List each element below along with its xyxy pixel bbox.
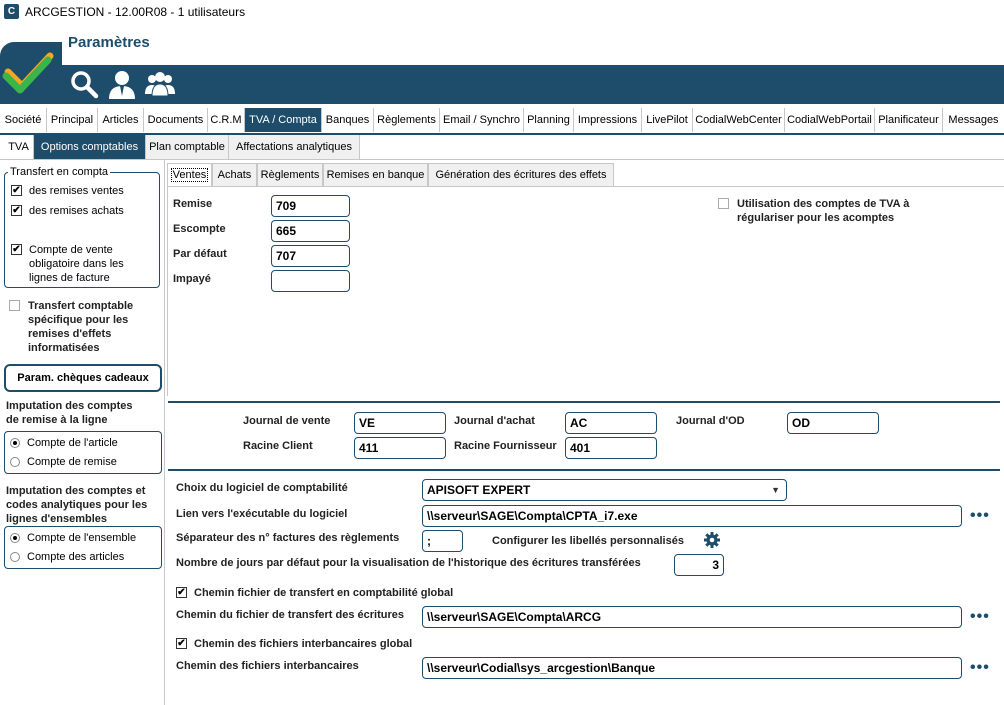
tva-acomptes-checkbox[interactable] [718, 198, 729, 209]
tab-planning[interactable]: Planning [524, 108, 574, 132]
chemin-global-checkbox[interactable]: ✔ [177, 587, 186, 598]
compte-ensemble-radio[interactable] [10, 533, 20, 543]
inner-tab-ventes[interactable]: Ventes [167, 163, 212, 186]
imputation-remise-label-1: Imputation des comptes [6, 400, 133, 412]
browse-executable-button[interactable]: ••• [970, 507, 990, 524]
compte-remise-radio[interactable] [10, 457, 20, 467]
journal-vente-label: Journal de vente [243, 415, 331, 427]
gear-icon[interactable] [703, 531, 721, 549]
impaye-label: Impayé [173, 273, 211, 285]
journal-od-label: Journal d'OD [676, 415, 745, 427]
transfert-specifique-label-3: remises d'effets [28, 328, 112, 340]
page-title: Paramètres [68, 34, 150, 51]
chemin-transfert-input[interactable]: \\serveur\SAGE\Compta\ARCG [422, 606, 962, 628]
impaye-input[interactable] [271, 270, 350, 292]
tab-principal[interactable]: Principal [47, 108, 98, 132]
transfert-specifique-label-4: informatisées [28, 342, 100, 354]
remises-ventes-label: des remises ventes [29, 185, 124, 197]
tab-articles[interactable]: Articles [98, 108, 144, 132]
left-panel-divider [164, 160, 165, 705]
user-icon[interactable] [106, 68, 138, 100]
tab-livepilot[interactable]: LivePilot [642, 108, 693, 132]
choix-logiciel-value: APISOFT EXPERT [427, 483, 531, 497]
subtab-tva[interactable]: TVA [4, 135, 34, 159]
par-defaut-input[interactable]: 707 [271, 245, 350, 267]
interbancaires-global-label: Chemin des fichiers interbancaires global [194, 638, 413, 650]
tab-reglements[interactable]: Règlements [374, 108, 440, 132]
tab-impressions[interactable]: Impressions [574, 108, 642, 132]
header-top [0, 24, 1004, 65]
compte-article-label: Compte de l'article [27, 437, 118, 449]
tab-documents[interactable]: Documents [144, 108, 208, 132]
sub-tab-divider [0, 159, 1004, 160]
nombre-jours-label: Nombre de jours par défaut pour la visualisation de l'historique des écritures transférées [176, 557, 641, 569]
compte-remise-label: Compte de remise [27, 456, 117, 468]
separateur-label: Séparateur des n° factures des règlements [176, 532, 400, 544]
journal-vente-input[interactable]: VE [354, 412, 446, 434]
search-icon[interactable] [68, 68, 100, 100]
browse-interbancaires-button[interactable]: ••• [970, 659, 990, 676]
tab-codialwebportail[interactable]: CodialWebPortail [785, 108, 875, 132]
compte-article-radio[interactable] [10, 438, 20, 448]
chemin-interbancaires-input[interactable]: \\serveur\Codial\sys_arcgestion\Banque [422, 657, 962, 679]
window-title: ARCGESTION - 12.00R08 - 1 utilisateurs [25, 5, 246, 19]
transfer-group-title: Transfert en compta [10, 166, 109, 178]
configurer-libelles-label[interactable]: Configurer les libellés personnalisés [492, 535, 684, 547]
chemin-global-label: Chemin fichier de transfert en comptabilité global [194, 587, 454, 599]
transfert-specifique-checkbox[interactable] [9, 300, 20, 311]
tab-planificateur[interactable]: Planificateur [875, 108, 943, 132]
tab-codialwebcenter[interactable]: CodialWebCenter [693, 108, 785, 132]
par-defaut-label: Par défaut [173, 248, 227, 260]
compte-vente-label-3: lignes de facture [29, 272, 110, 284]
racine-fournisseur-label: Racine Fournisseur [454, 440, 557, 452]
tva-acomptes-label-1: Utilisation des comptes de TVA à [737, 198, 910, 210]
subtab-affectations-analytiques[interactable]: Affectations analytiques [229, 135, 360, 159]
tab-messages[interactable]: Messages [943, 108, 1004, 132]
choix-logiciel-select[interactable] [422, 479, 787, 501]
remises-achats-checkbox[interactable]: ✔ [12, 205, 21, 216]
escompte-input[interactable]: 665 [271, 220, 350, 242]
compte-articles-label: Compte des articles [27, 551, 125, 563]
inner-tab-achats[interactable]: Achats [212, 163, 257, 186]
browse-chemin-button[interactable]: ••• [970, 608, 990, 625]
racine-client-label: Racine Client [243, 440, 313, 452]
choix-logiciel-label: Choix du logiciel de comptabilité [176, 482, 348, 494]
imputation-ensembles-label-2: codes analytiques pour les [6, 499, 148, 511]
compte-articles-radio[interactable] [10, 552, 20, 562]
compte-ensemble-label: Compte de l'ensemble [27, 532, 137, 544]
journal-od-input[interactable]: OD [787, 412, 879, 434]
tab-tva-compta[interactable]: TVA / Compta [245, 108, 322, 132]
separator-1 [168, 401, 1000, 403]
escompte-label: Escompte [173, 223, 226, 235]
tab-banques[interactable]: Banques [322, 108, 374, 132]
subtab-options-comptables[interactable]: Options comptables [34, 135, 146, 159]
compte-vente-checkbox[interactable]: ✔ [12, 244, 21, 255]
separateur-input[interactable]: ; [422, 530, 463, 552]
journal-achat-label: Journal d'achat [454, 415, 535, 427]
transfert-specifique-label-2: spécifique pour les [28, 314, 129, 326]
imputation-ensembles-label-3: lignes d'ensembles [6, 513, 108, 525]
users-group-icon[interactable] [144, 68, 176, 100]
inner-tab-reglements[interactable]: Règlements [257, 163, 323, 186]
remise-input[interactable]: 709 [271, 195, 350, 217]
lien-executable-input[interactable]: \\serveur\SAGE\Compta\CPTA_i7.exe [422, 505, 962, 527]
interbancaires-global-checkbox[interactable]: ✔ [177, 638, 186, 649]
racine-client-input[interactable]: 411 [354, 437, 446, 459]
cheques-cadeaux-button[interactable]: Param. chèques cadeaux [4, 364, 162, 392]
imputation-remise-label-2: de remise à la ligne [6, 414, 108, 426]
transfert-specifique-label-1: Transfert comptable [28, 300, 134, 312]
subtab-plan-comptable[interactable]: Plan comptable [146, 135, 229, 159]
remises-achats-label: des remises achats [29, 205, 124, 217]
lien-executable-label: Lien vers l'exécutable du logiciel [176, 508, 348, 520]
tab-email-synchro[interactable]: Email / Synchro [440, 108, 524, 132]
tab-crm[interactable]: C.R.M [208, 108, 245, 132]
separator-2 [168, 469, 1000, 471]
inner-tab-generation-effets[interactable]: Génération des écritures des effets [428, 163, 614, 186]
imputation-ensembles-label-1: Imputation des comptes et [6, 485, 146, 497]
logo [0, 42, 62, 104]
compte-vente-label-2: obligatoire dans les [29, 258, 124, 270]
journal-achat-input[interactable]: AC [565, 412, 657, 434]
nombre-jours-input[interactable]: 3 [674, 554, 724, 576]
check-logo-icon [0, 42, 62, 104]
remise-label: Remise [173, 198, 213, 210]
app-icon: C [4, 4, 19, 19]
chevron-down-icon: ▼ [771, 485, 780, 495]
tva-acomptes-label-2: régulariser pour les acomptes [737, 212, 895, 224]
remises-ventes-checkbox[interactable]: ✔ [12, 185, 21, 196]
chemin-transfert-label: Chemin du fichier de transfert des écritures [176, 609, 405, 621]
compte-vente-label-1: Compte de vente [29, 244, 113, 256]
tab-societe[interactable]: Société [0, 108, 47, 132]
racine-fournisseur-input[interactable]: 401 [565, 437, 657, 459]
chemin-interbancaires-label: Chemin des fichiers interbancaires [176, 660, 359, 672]
inner-tab-remises-banque[interactable]: Remises en banque [323, 163, 428, 186]
